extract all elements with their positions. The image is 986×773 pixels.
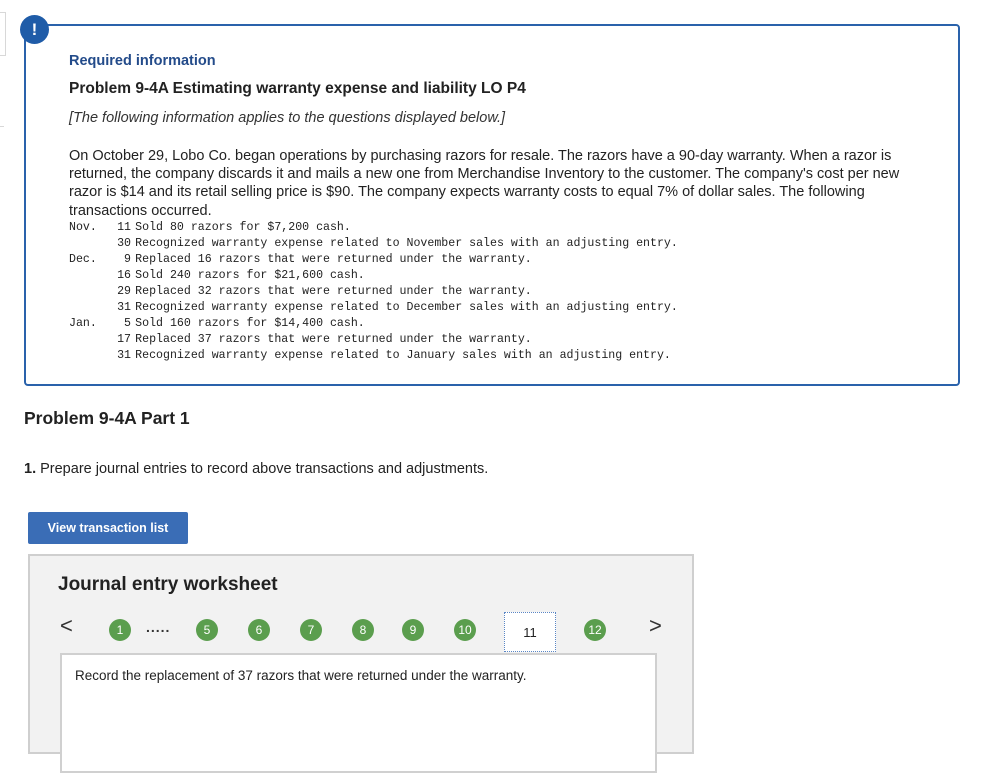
step-ellipsis: ..... <box>146 619 171 635</box>
transaction-text: Recognized warranty expense related to December sales with an adjusting entry. <box>135 301 678 314</box>
transaction-day: 30 <box>117 237 131 250</box>
transaction-row <box>69 332 678 348</box>
transaction-day: 17 <box>117 333 131 346</box>
transaction-row <box>69 236 678 252</box>
step-7-button[interactable]: 7 <box>300 619 322 641</box>
transaction-row <box>69 348 678 364</box>
transaction-text: Recognized warranty expense related to November sales with an adjusting entry. <box>135 237 678 250</box>
transaction-text: Recognized warranty expense related to January sales with an adjusting entry. <box>135 349 671 362</box>
chevron-left-icon[interactable]: < <box>60 613 73 638</box>
transaction-row <box>69 300 678 316</box>
transaction-month: Nov. <box>69 221 97 234</box>
step-1-button[interactable]: 1 <box>109 619 131 641</box>
step-6-button[interactable]: 6 <box>248 619 270 641</box>
transaction-list <box>69 220 678 364</box>
transaction-day: 9 <box>124 253 131 266</box>
instruction <box>24 461 488 477</box>
chevron-right-icon[interactable]: > <box>649 613 662 638</box>
transaction-text: Sold 160 razors for $14,400 cash. <box>135 317 365 330</box>
transaction-day: 31 <box>117 301 131 314</box>
transaction-text: Sold 240 razors for $21,600 cash. <box>135 269 365 282</box>
transaction-day: 11 <box>117 221 131 234</box>
transaction-text: Replaced 32 razors that were returned under the warranty. <box>135 285 532 298</box>
transaction-month: Dec. <box>69 253 97 266</box>
step-9-button[interactable]: 9 <box>402 619 424 641</box>
step-current-button[interactable]: 11 <box>504 612 556 652</box>
transaction-day: 31 <box>117 349 131 362</box>
problem-title: Problem 9-4A Estimating warranty expense and liability LO P4 <box>69 80 526 97</box>
step-10-button[interactable]: 10 <box>454 619 476 641</box>
transaction-row <box>69 220 678 236</box>
required-information-panel <box>24 24 960 386</box>
transaction-row <box>69 316 678 332</box>
transaction-text: Sold 80 razors for $7,200 cash. <box>135 221 351 234</box>
alert-icon: ! <box>20 15 49 44</box>
transaction-day: 5 <box>124 317 131 330</box>
instruction-text: Prepare journal entries to record above transactions and adjustments. <box>36 461 489 477</box>
step-5-button[interactable]: 5 <box>196 619 218 641</box>
left-edge-tick <box>0 126 4 127</box>
entry-description-panel <box>60 653 657 773</box>
transaction-text: Replaced 37 razors that were returned under the warranty. <box>135 333 532 346</box>
transaction-row <box>69 284 678 300</box>
transaction-day: 29 <box>117 285 131 298</box>
step-8-button[interactable]: 8 <box>352 619 374 641</box>
worksheet-title: Journal entry worksheet <box>58 574 278 595</box>
step-12-button[interactable]: 12 <box>584 619 606 641</box>
transaction-day: 16 <box>117 269 131 282</box>
transaction-month: Jan. <box>69 317 97 330</box>
journal-entry-worksheet <box>28 554 694 754</box>
transaction-row <box>69 268 678 284</box>
required-information-label: Required information <box>69 53 216 69</box>
left-edge-frame <box>0 12 6 56</box>
transaction-row <box>69 252 678 268</box>
instruction-number: 1. <box>24 461 37 477</box>
problem-description: On October 29, Lobo Co. began operations by purchasing razors for resale. The razors have a 90-day warranty. When a razor is returned, the company discards it and mails a new one from Merchandise Inventory to the customer. The company's cost per new razor is $14 and its retail selling price is $90. The company expects warranty costs to equal 7% of dollar sales. The following transactions occurred. <box>69 148 900 219</box>
entry-description: Record the replacement of 37 razors that were returned under the warranty. <box>75 668 527 683</box>
view-transaction-list-button[interactable]: View transaction list <box>28 512 188 544</box>
transaction-text: Replaced 16 razors that were returned under the warranty. <box>135 253 532 266</box>
info-note: [The following information applies to the questions displayed below.] <box>69 110 506 126</box>
part-title: Problem 9-4A Part 1 <box>24 408 190 428</box>
